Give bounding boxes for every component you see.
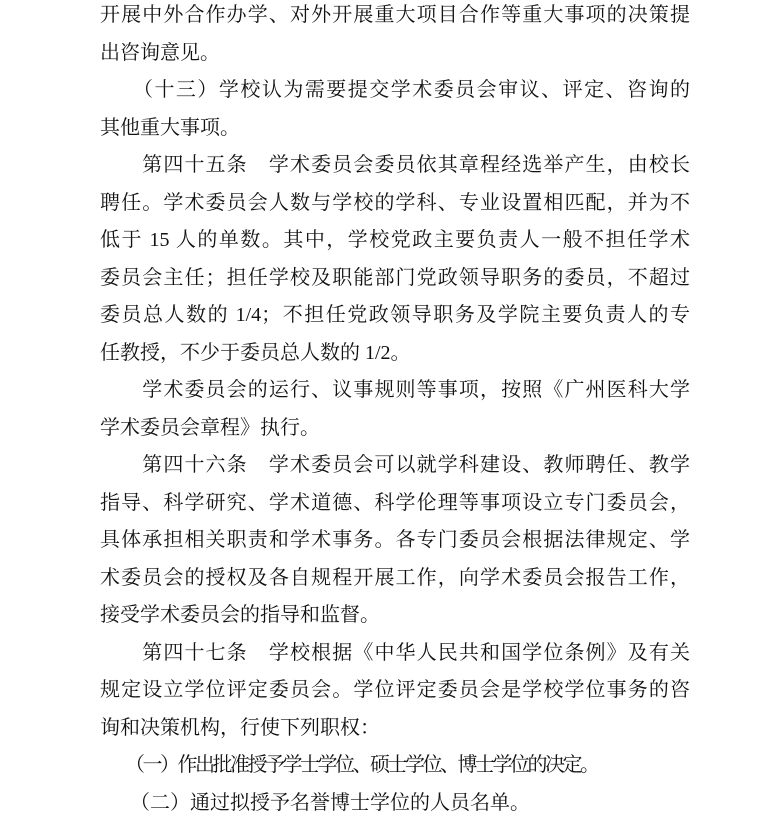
document-line: 具体承担相关职责和学术事务。各专门委员会根据法律规定、学 — [100, 529, 690, 551]
document-line: 任教授，不少于委员总人数的 1/2。 — [100, 341, 411, 364]
document-line: 第四十五条 学术委员会委员依其章程经选举产生，由校长 — [100, 154, 690, 176]
document-line: 第四十六条 学术委员会可以就学科建设、教师聘任、教学 — [100, 454, 690, 476]
document-line: 规定设立学位评定委员会。学位评定委员会是学校学位事务的咨 — [100, 679, 690, 701]
document-line: 学术委员会的运行、议事规则等事项，按照《广州医科大学 — [100, 379, 690, 401]
document-text-block — [100, 0, 690, 822]
document-line: 询和决策机构，行使下列职权： — [100, 716, 380, 739]
document-line: 其他重大事项。 — [100, 116, 240, 139]
document-line: 学术委员会章程》执行。 — [100, 416, 320, 439]
document-line: 聘任。学术委员会人数与学校的学科、专业设置相匹配，并为不 — [100, 191, 690, 214]
document-line: （二）通过拟授予名誉博士学位的人员名单。 — [100, 791, 530, 814]
document-line: 委员总人数的 1/4；不担任党政领导职务及学院主要负责人的专 — [100, 304, 690, 326]
document-line: 委员会主任；担任学校及职能部门党政领导职务的委员，不超过 — [100, 266, 690, 289]
document-line: （十三）学校认为需要提交学术委员会审议、评定、咨询的 — [100, 79, 690, 101]
document-line: 开展中外合作办学、对外开展重大项目合作等重大事项的决策提 — [100, 4, 690, 26]
document-line: 接受学术委员会的指导和监督。 — [100, 604, 380, 626]
document-line: 指导、科学研究、学术道德、科学伦理等事项设立专门委员会， — [100, 491, 690, 514]
document-line: （一）作出批准授予学士学位、硕士学位、博士学位的决定。 — [100, 754, 598, 776]
document-line: 出咨询意见。 — [100, 41, 220, 64]
document-line: 第四十七条 学校根据《中华人民共和国学位条例》及有关 — [100, 641, 690, 664]
document-line: 低于 15 人的单数。其中，学校党政主要负责人一般不担任学术 — [100, 229, 690, 251]
document-line: 术委员会的授权及各自规程开展工作，向学术委员会报告工作， — [100, 566, 690, 589]
